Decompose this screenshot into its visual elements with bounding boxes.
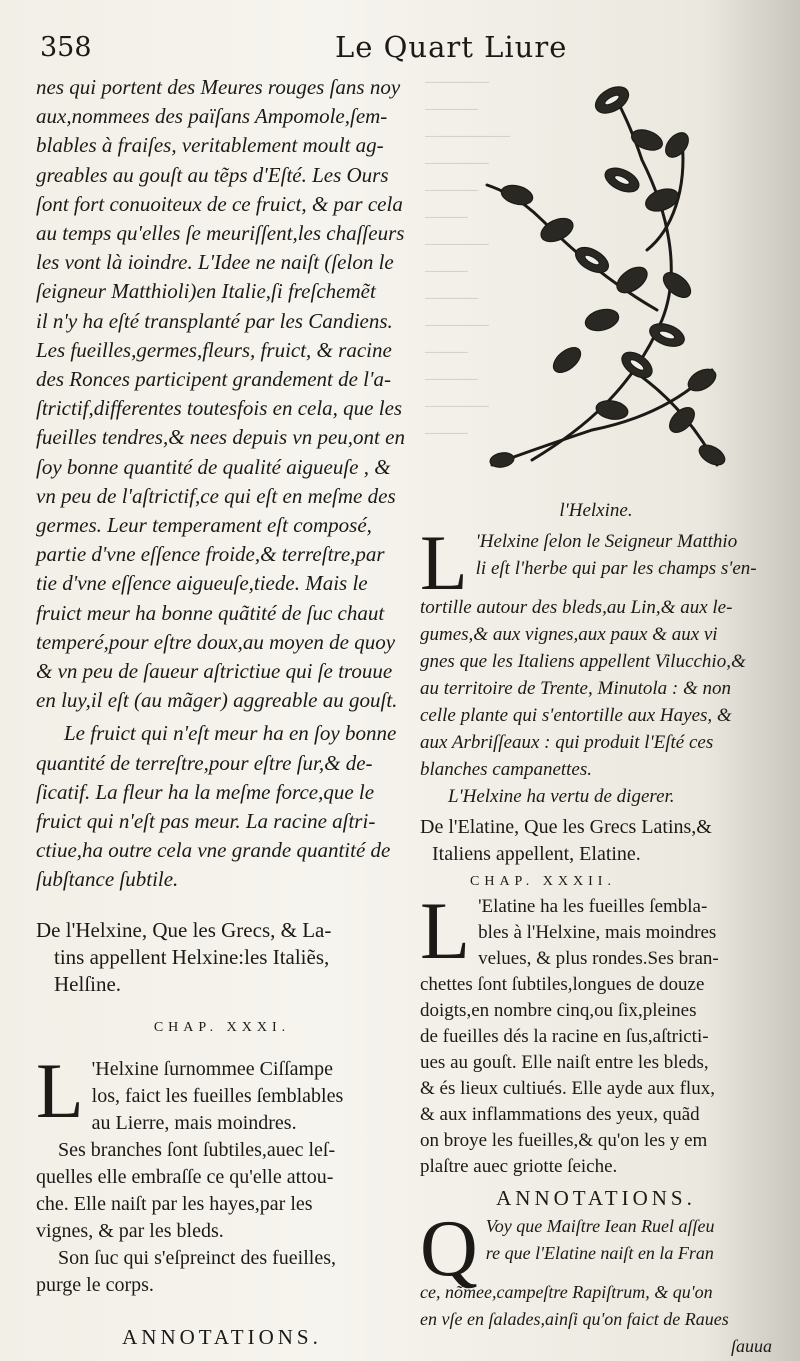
page-number: 358 <box>40 32 92 63</box>
text-line: & és lieux cultiués. Elle ayde aux flux, <box>420 1078 715 1099</box>
text-line: ſtrictif,differentes toutesfois en cela, que les <box>36 396 403 421</box>
left-paragraph-1 <box>36 73 408 715</box>
drop-cap-letter: L <box>36 1046 84 1134</box>
text-line: blanches campanettes. <box>420 759 593 780</box>
text-line: ctiue,ha outre cela vne grande quantité de <box>36 838 391 863</box>
text-line: bles à l'Helxine, mais moindres <box>478 922 717 943</box>
text-line: doigts,en nombre cinq,ou ſix,pleines <box>420 1000 697 1021</box>
text-line: en luy,il eſt (au mãger) aggreable au gouſt. <box>36 688 398 713</box>
text-line: gumes,& aux vignes,aux paux & aux vi <box>420 624 718 645</box>
text-line: Le fruict qui n'eſt meur ha en ſoy bonne <box>64 721 397 746</box>
illustration-caption: l'Helxine. <box>559 500 633 521</box>
text-line: temperé,pour eſtre doux,au moyen de quoy <box>36 629 396 654</box>
annotations-heading: ANNOTATIONS. <box>496 1186 696 1210</box>
text-line: greables au gouſt au tẽps d'Eſté. Les Ours <box>36 162 389 187</box>
text-line: des Ronces participent grandement de l'a- <box>36 367 391 392</box>
show-through-text: ────── ───── ──────── ────── ───── ──── ────── ──── ───── ────── ──── ───── ────── ──── <box>425 75 511 442</box>
heading-line: tins appellent Helxine:les Italiẽs, <box>54 944 330 969</box>
text-line: & aux inflammations des yeux, quãd <box>420 1104 700 1125</box>
text-line: & vn peu de ſaueur aſtrictiue qui ſe trouue <box>36 659 393 684</box>
text-line: ſubſtance ſubtile. <box>36 867 179 892</box>
text-line: 'Helxine ſurnommee Ciſſampe <box>91 1057 333 1080</box>
text-line: au temps qu'elles ſe meuriſſent,les chaſſeurs <box>36 221 405 246</box>
left-paragraph-2 <box>36 719 408 894</box>
text-line: fueilles tendres,& nees depuis vn peu,ont en <box>36 425 405 450</box>
right-paragraph-3 <box>420 885 772 1180</box>
text-line: ſeigneur Matthioli)en Italie,ſi freſchemẽt <box>36 279 376 304</box>
text-line: nes qui portent des Meures rouges ſans noy <box>36 75 401 99</box>
text-line: au Lierre, mais moindres. <box>91 1111 297 1134</box>
text-line: au territoire de Trente, Minutola : & non <box>420 678 732 699</box>
running-head: Le Quart Liure <box>335 30 568 64</box>
text-line: il n'y ha eſté transplanté par les Candiens. <box>36 308 393 333</box>
right-column <box>420 500 772 1360</box>
right-paragraph-1 <box>420 519 772 810</box>
text-line: 'Helxine ſelon le Seigneur Matthio <box>475 531 738 552</box>
text-line: L'Helxine ha vertu de digerer. <box>448 786 675 807</box>
text-line: partie d'vne eſſence froide,& terreſtre,par <box>36 542 385 567</box>
text-line: velues, & plus rondes.Ses bran- <box>478 948 719 969</box>
text-line: celle plante qui s'entortille aux Hayes, & <box>420 705 732 726</box>
text-line: tie d'vne eſſence aigueuſe,tiede. Mais le <box>36 571 368 596</box>
text-line: les vont là ioindre. L'Idee ne naiſt (ſelon le <box>36 250 394 275</box>
page-header <box>40 24 760 64</box>
text-line: purge le corps. <box>36 1273 154 1296</box>
text-line: gnes que les Italiens appellent Vilucchio,& <box>420 651 746 672</box>
drop-cap-letter: L <box>420 519 468 606</box>
text-line: quelles elle embraſſe ce qu'elle attou- <box>36 1165 334 1188</box>
drop-cap-letter: Q <box>420 1205 478 1293</box>
text-line: ſauua <box>730 1336 772 1356</box>
text-line: fruict meur ha bonne quãtité de ſuc chaut <box>36 600 385 625</box>
section-heading-elatine <box>420 814 772 868</box>
text-line: Ses branches ſont ſubtiles,auec leſ- <box>58 1138 336 1161</box>
text-line: ues au gouſt. Elle naiſt entre les bleds, <box>420 1052 709 1073</box>
heading-line: Italiens appellent, Elatine. <box>432 843 641 865</box>
heading-line: Helſine. <box>54 971 122 996</box>
heading-line: De l'Helxine, Que les Grecs, & La- <box>36 917 332 942</box>
text-line: tortille autour des bleds,au Lin,& aux le- <box>420 597 733 618</box>
text-line: on broye les fueilles,& qu'on les y em <box>420 1130 708 1151</box>
text-line: ſont fort conuoiteux de ce fruict, & par cela <box>36 191 403 216</box>
text-line: chettes ſont ſubtiles,longues de douze <box>420 974 705 995</box>
text-line: Les fueilles,germes,fleurs, fruict, & racine <box>36 337 392 362</box>
text-line: de fueilles dés la racine en ſus,aſtricti- <box>420 1026 709 1047</box>
text-line: aux,nommees des païſans Ampomole,ſem- <box>36 104 388 129</box>
text-line: re que l'Elatine naiſt en la Fran <box>485 1243 714 1263</box>
text-line: fruict qui n'eſt pas meur. La racine aſtri- <box>36 809 376 834</box>
helxine-woodcut-illustration <box>472 70 732 490</box>
text-line: vignes, & par les bleds. <box>36 1219 224 1242</box>
text-line: blables à fraiſes, veritablement moult ag- <box>36 133 384 158</box>
text-line: Son ſuc qui s'eſpreinct des fueilles, <box>58 1246 336 1269</box>
text-line: ſoy bonne quantité de qualité aigueuſe , & <box>36 454 391 479</box>
left-paragraph-3 <box>36 1046 408 1299</box>
text-line: germes. Leur temperament eſt composé, <box>36 513 372 538</box>
text-line: che. Elle naiſt par les hayes,par les <box>36 1192 313 1215</box>
text-line: li eſt l'herbe qui par les champs s'en- <box>475 558 757 579</box>
text-line: ce, nõmee,campeſtre Rapiſtrum, & qu'on <box>420 1282 713 1302</box>
drop-cap-letter: L <box>420 885 471 976</box>
text-line: ſicatif. La fleur ha la meſme force,que le <box>36 779 375 804</box>
annotations-heading: ANNOTATIONS. <box>122 1324 322 1349</box>
text-line: plaſtre auec griotte ſeiche. <box>420 1156 618 1177</box>
text-line: quantité de terreſtre,pour eſtre ſur,& de- <box>36 750 373 775</box>
section-heading-helxine <box>36 917 408 998</box>
text-line: 'Elatine ha les fueilles ſembla- <box>478 896 708 917</box>
text-line: los, faict les fueilles ſemblables <box>91 1084 344 1107</box>
text-line: en vſe en ſalades,ainſi qu'on faict de Raues <box>420 1309 729 1329</box>
text-line: vn peu de l'aſtrictif,ce qui eſt en meſme des <box>36 483 396 508</box>
text-line: Voy que Maiſtre Iean Ruel aſſeu <box>485 1216 715 1236</box>
heading-line: De l'Elatine, Que les Grecs Latins,& <box>420 816 712 838</box>
chapter-label: CHAP. XXXII. <box>470 874 616 889</box>
right-paragraph-4 <box>420 1205 772 1360</box>
text-line: aux Arbriſſeaux : qui produit l'Eſté ces <box>420 732 714 753</box>
left-column <box>36 73 408 1350</box>
chapter-label: CHAP. XXXI. <box>153 1019 291 1035</box>
